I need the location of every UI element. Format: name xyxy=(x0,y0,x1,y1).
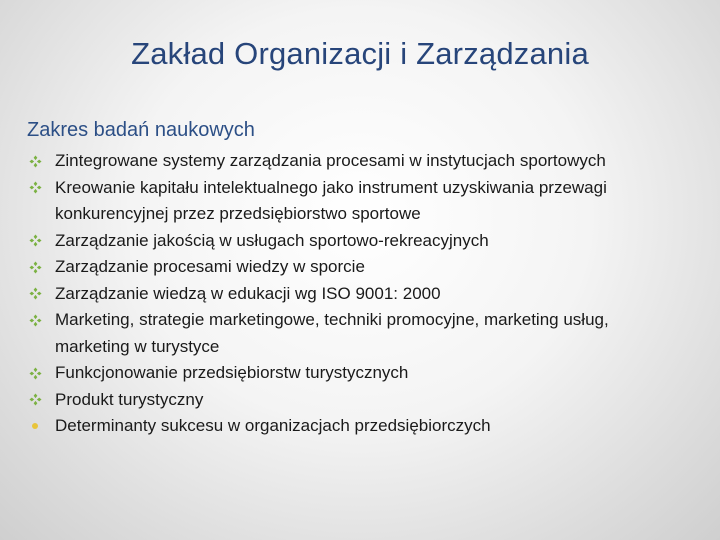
list-item-text: Determinanty sukcesu w organizacjach przedsiębiorczych xyxy=(55,416,491,435)
list-item-text: Funkcjonowanie przedsiębiorstw turystycznych xyxy=(55,363,409,382)
slide-subtitle: Zakres badań naukowych xyxy=(27,119,255,141)
list-item xyxy=(28,281,678,308)
list-item xyxy=(28,228,678,255)
list-item xyxy=(28,387,678,414)
research-topics-list xyxy=(28,148,678,440)
list-item xyxy=(28,148,678,175)
diamond-bullet-icon xyxy=(28,148,42,175)
list-item-text: Zarządzanie procesami wiedzy w sporcie xyxy=(55,257,365,276)
list-item xyxy=(28,175,678,228)
diamond-bullet-icon xyxy=(28,360,42,387)
diamond-bullet-icon xyxy=(28,254,42,281)
list-item-text: Zintegrowane systemy zarządzania procesami w instytucjach sportowych xyxy=(55,151,606,170)
diamond-bullet-icon xyxy=(28,387,42,414)
list-item xyxy=(28,307,678,360)
diamond-bullet-icon xyxy=(28,228,42,255)
diamond-bullet-icon xyxy=(28,307,42,334)
list-item-text: Marketing, strategie marketingowe, techniki promocyjne, marketing usług, marketing w turystyce xyxy=(55,310,609,356)
list-item xyxy=(28,360,678,387)
list-item-text: Kreowanie kapitału intelektualnego jako instrument uzyskiwania przewagi konkurencyjnej przez przedsiębiorstwo sportowe xyxy=(55,177,607,223)
slide-title: Zakład Organizacji i Zarządzania xyxy=(131,36,589,71)
list-item-text: Zarządzanie jakością w usługach sportowo-rekreacyjnych xyxy=(55,230,489,250)
diamond-bullet-icon xyxy=(28,281,42,308)
list-item xyxy=(28,413,678,440)
list-item-text: Produkt turystyczny xyxy=(55,389,204,409)
list-item-text: Zarządzanie wiedzą w edukacji wg ISO 9001: 2000 xyxy=(55,283,441,303)
dot-bullet-icon xyxy=(28,413,42,440)
diamond-bullet-icon xyxy=(28,175,42,202)
list-item xyxy=(28,254,678,281)
